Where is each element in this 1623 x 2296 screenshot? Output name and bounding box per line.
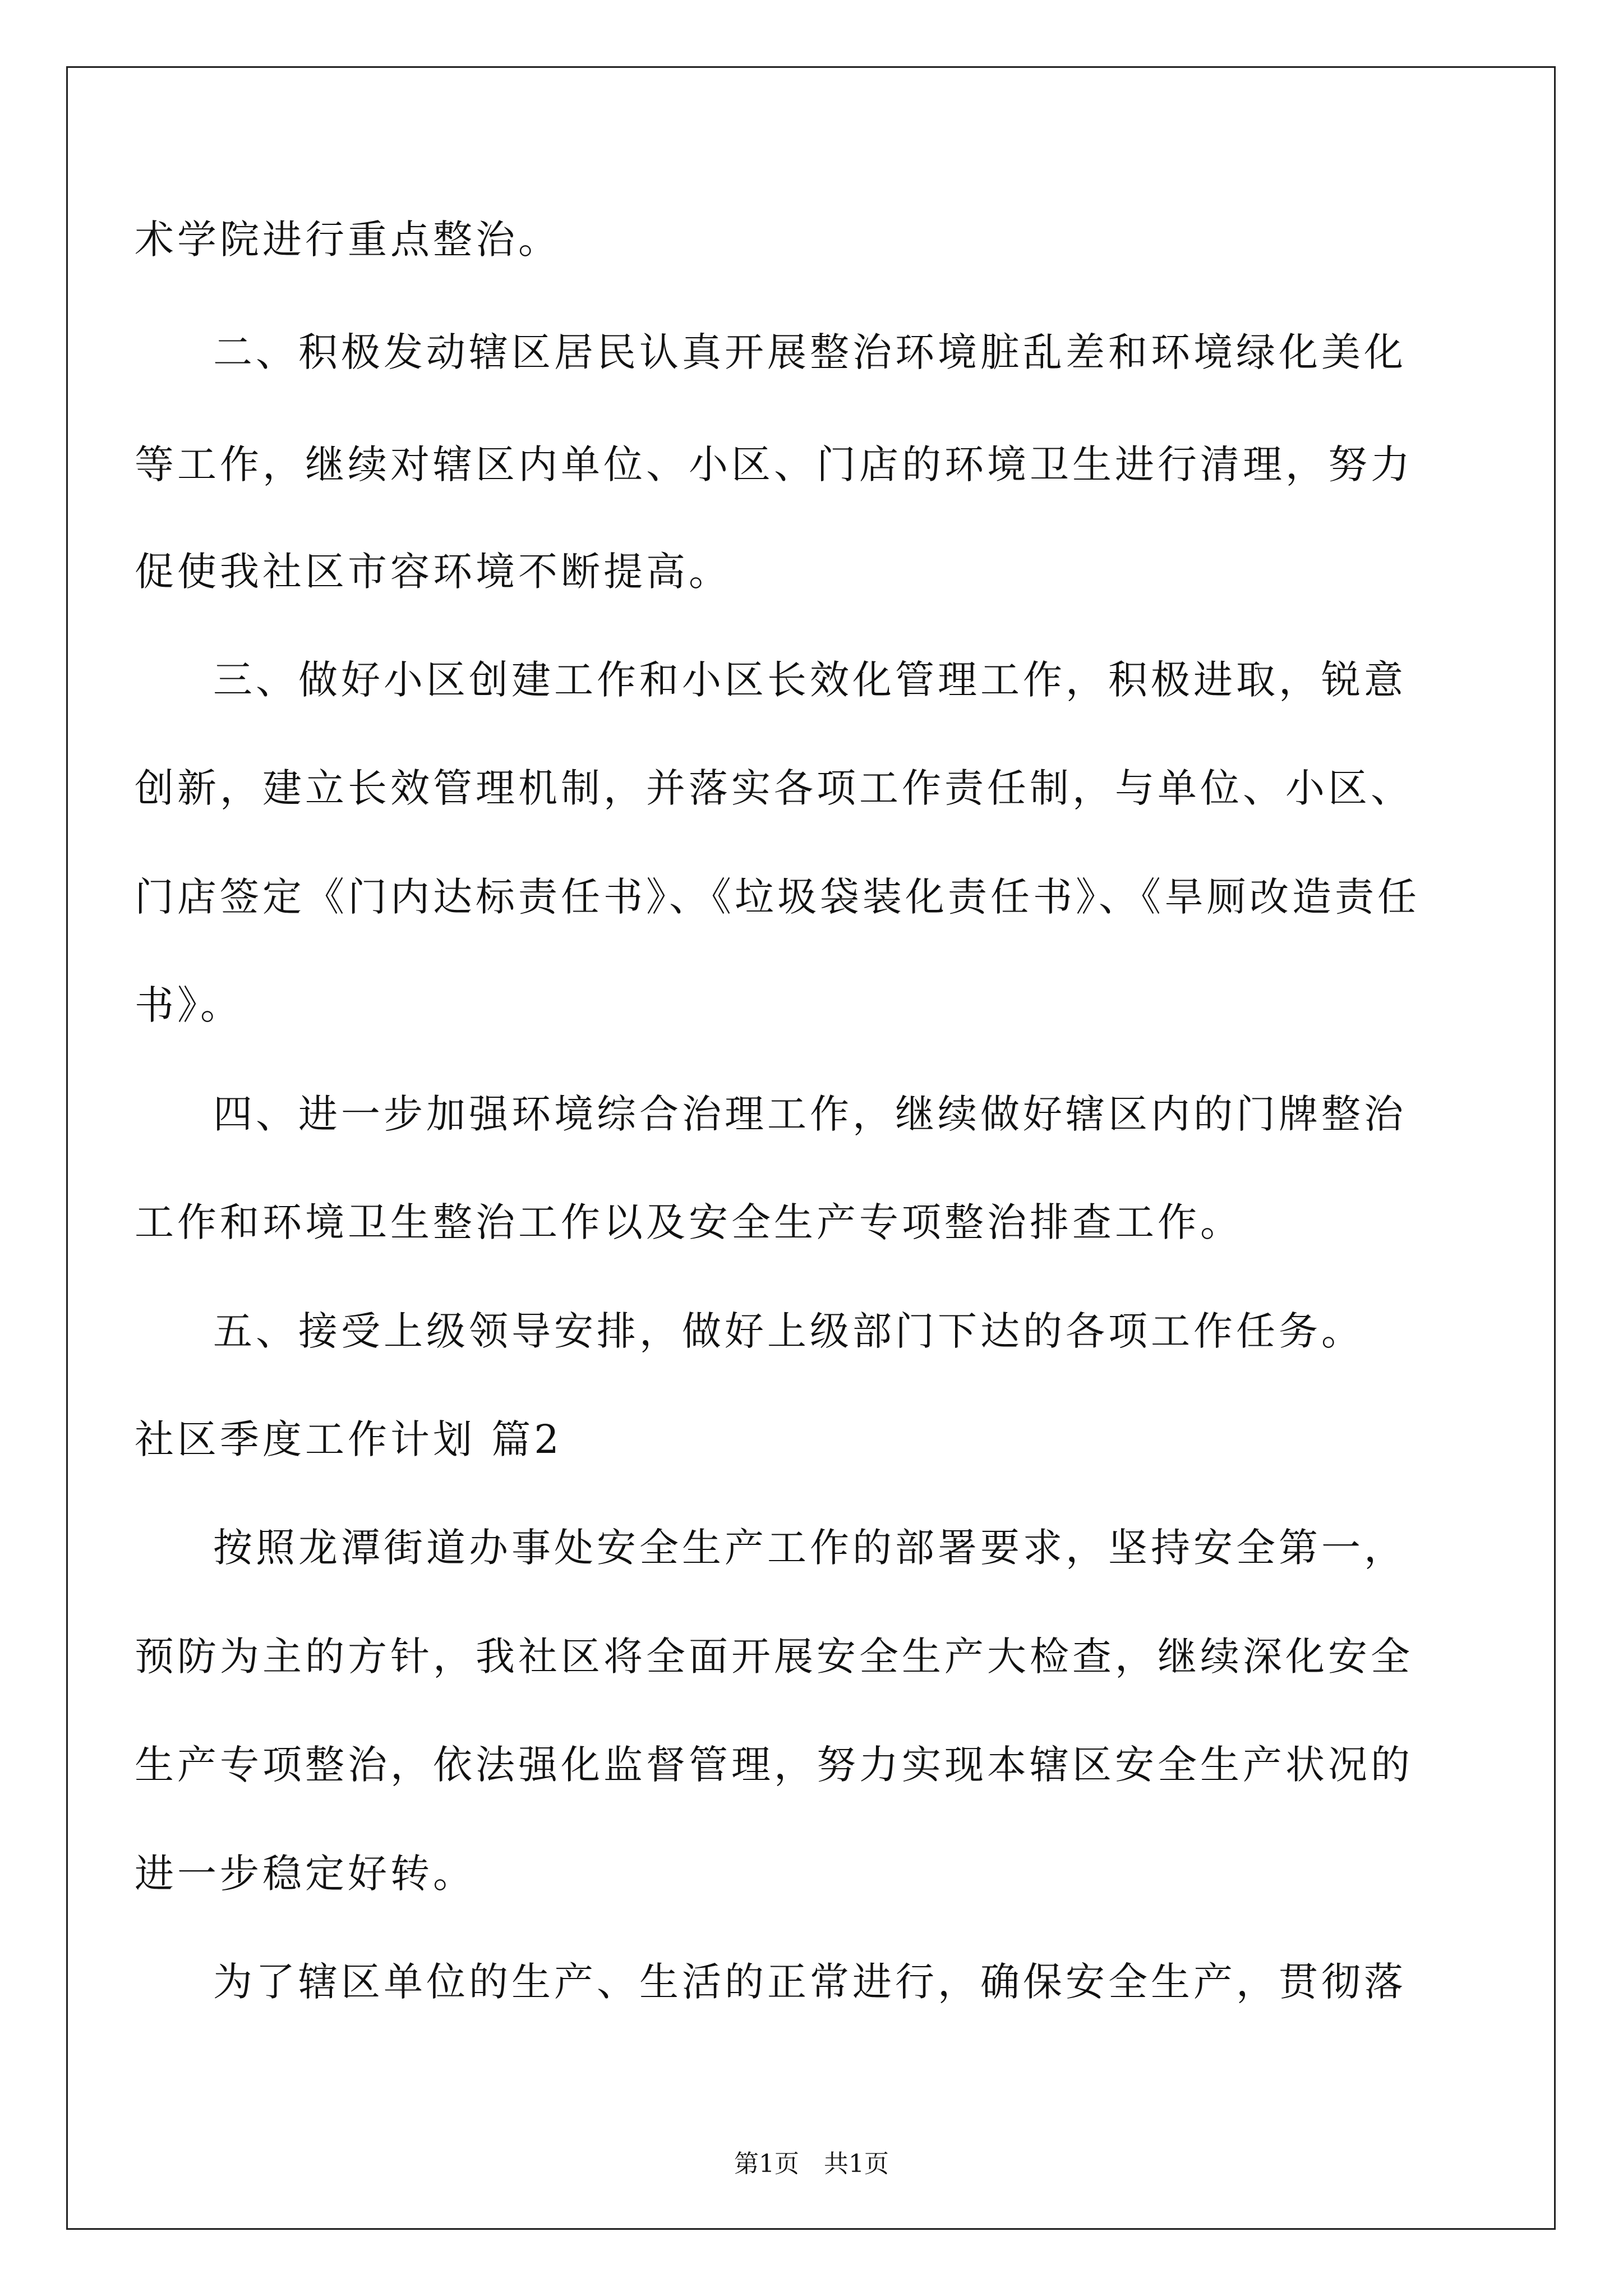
paragraph-line: 按照龙潭街道办事处安全生产工作的部署要求，坚持安全第一， [213, 1525, 1407, 1571]
paragraph-line: 二、积极发动辖区居民认真开展整治环境脏乱差和环境绿化美化 [213, 329, 1407, 375]
text-line: 进一步稳定好转。 [135, 1851, 476, 1897]
section-heading: 社区季度工作计划 篇2 [135, 1416, 562, 1462]
page-border [66, 66, 1556, 2230]
text-line: 创新，建立长效管理机制，并落实各项工作责任制，与单位、小区、 [135, 765, 1413, 811]
text-line: 门店签定《门内达标责任书》、《垃圾袋装化责任书》、《旱厕改造责任 [135, 874, 1420, 920]
text-line: 促使我社区市容环境不断提高。 [135, 549, 731, 595]
page-footer: 第1页 共1页 [734, 2150, 889, 2178]
paragraph-line: 为了辖区单位的生产、生活的正常进行，确保安全生产，贯彻落 [213, 1959, 1407, 2005]
paragraph-line: 三、做好小区创建工作和小区长效化管理工作，积极进取，锐意 [213, 657, 1407, 703]
text-line: 书》。 [135, 982, 243, 1028]
paragraph-line: 四、进一步加强环境综合治理工作，继续做好辖区内的门牌整治 [213, 1091, 1407, 1137]
text-line: 等工作，继续对辖区内单位、小区、门店的环境卫生进行清理，努力 [135, 441, 1413, 487]
text-line: 生产专项整治，依法强化监督管理，努力实现本辖区安全生产状况的 [135, 1742, 1413, 1788]
text-line: 术学院进行重点整治。 [135, 217, 561, 263]
text-line: 工作和环境卫生整治工作以及安全生产专项整治排查工作。 [135, 1199, 1243, 1245]
text-line: 预防为主的方针，我社区将全面开展安全生产大检查，继续深化安全 [135, 1634, 1413, 1680]
paragraph-line: 五、接受上级领导安排，做好上级部门下达的各项工作任务。 [213, 1308, 1364, 1354]
